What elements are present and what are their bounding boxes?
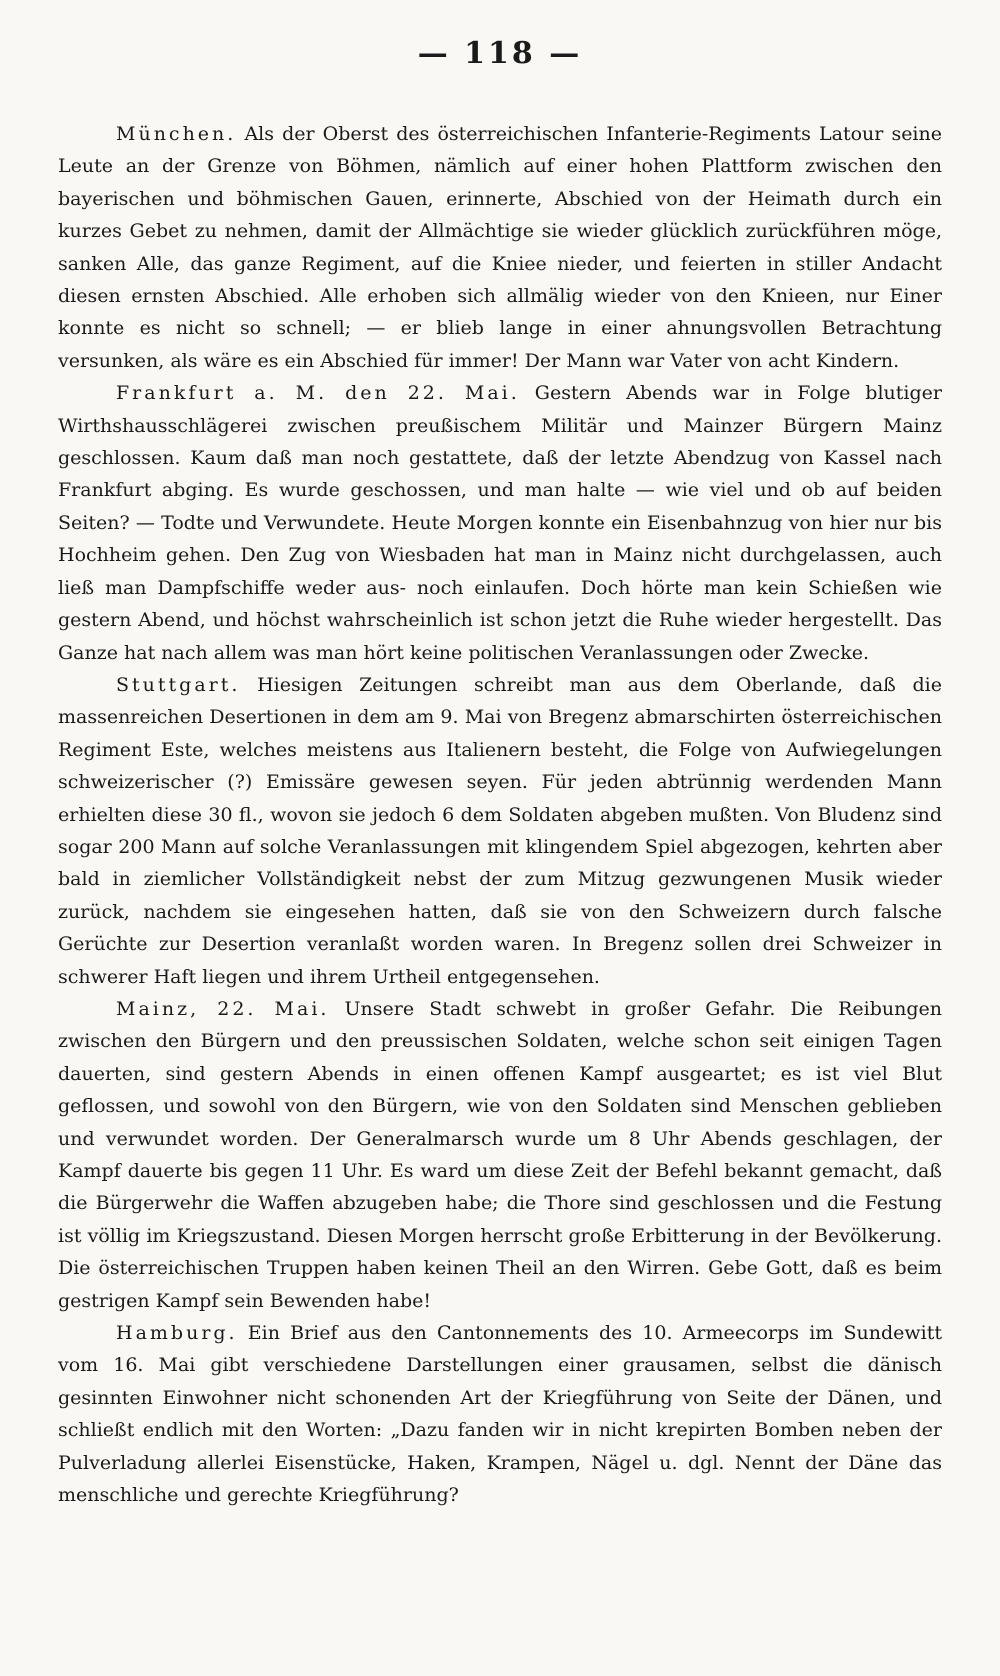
article-dateline: Mainz, 22. Mai. — [116, 997, 330, 1020]
article-frankfurt — [58, 377, 942, 669]
article-dateline: Stuttgart. — [116, 673, 241, 696]
article-hamburg — [58, 1317, 942, 1511]
article-text: Gestern Abends war in Folge blutiger Wirthshausschlägerei zwischen preußischem Militär und Mainzer Bürgern Mainz geschlossen. Kaum daß man noch gestattete, daß der letzte Abendzug von Kassel nach Frankfurt abging. Es wurde geschossen, und man halte — wie viel und ob auf beiden Seiten? — Todte und Verwundete. Heute Morgen konnte ein Eisenbahnzug von hier nur bis Hochheim gehen. Den Zug von Wiesbaden hat man in Mainz nicht durchgelassen, auch ließ man Dampfschiffe weder aus- noch einlaufen. Doch hörte man kein Schießen wie gestern Abend, und höchst wahrscheinlich ist schon jetzt die Ruhe wieder hergestellt. Das Ganze hat nach allem was man hört keine politischen Veranlassungen oder Zwecke. — [58, 382, 942, 664]
article-dateline: Hamburg. — [116, 1322, 238, 1345]
article-mainz — [58, 993, 942, 1317]
article-muenchen — [58, 118, 942, 377]
article-text: Unsere Stadt schwebt in großer Gefahr. Die Reibungen zwischen den Bürgern und den preussischen Soldaten, welche schon seit einigen Tagen dauerten, sind gestern Abends in einen offenen Kampf ausgeartet; es ist viel Blut geflossen, und sowohl von den Bürgern, wie von den Soldaten sind Menschen geblieben und verwundet worden. Der Generalmarsch wurde um 8 Uhr Abends geschlagen, der Kampf dauerte bis gegen 11 Uhr. Es ward um diese Zeit der Befehl bekannt gemacht, daß die Bürgerwehr die Waffen abzugeben habe; die Thore sind geschlossen und die Festung ist völlig im Kriegszustand. Diesen Morgen herrscht große Erbitterung in der Bevölkerung. Die österreichischen Truppen haben keinen Theil an den Wirren. Gebe Gott, daß es beim gestrigen Kampf sein Bewenden habe! — [58, 997, 942, 1312]
page-number: — 118 — — [417, 36, 583, 71]
article-text: Hiesigen Zeitungen schreibt man aus dem Oberlande, daß die massenreichen Desertionen in dem am 9. Mai von Bregenz abmarschirten österreichischen Regiment Este, welches meistens aus Italienern besteht, die Folge von Aufwiegelungen schweizerischer (?) Emissäre gewesen seyen. Für jeden abtrünnig werdenden Mann erhielten diese 30 fl., wovon sie jedoch 6 dem Soldaten abgeben mußten. Von Bludenz sind sogar 200 Mann auf solche Veranlassungen mit klingendem Spiel abgezogen, kehrten aber bald in ziemlicher Vollständigkeit nebst der zum Mitzug gezwungenen Musik wieder zurück, nachdem sie eingesehen hatten, daß sie von den Schweizern durch falsche Gerüchte zur Desertion veranlaßt worden waren. In Bregenz sollen drei Schweizer in schwerer Haft liegen und ihrem Urtheil entgegensehen. — [58, 673, 942, 988]
article-stuttgart — [58, 669, 942, 993]
article-dateline: München. — [116, 123, 237, 145]
article-text: Als der Oberst des österreichischen Infanterie-Regiments Latour seine Leute an der Grenze von Böhmen, nämlich auf einer hohen Plattform zwischen den bayerischen und böhmischen Gauen, erinnerte, Abschied von der Heimath durch ein kurzes Gebet zu nehmen, damit der Allmächtige sie wieder glücklich zurückführen möge, sanken Alle, das ganze Regiment, auf die Kniee nieder, und feierten in stiller Andacht diesen ernsten Abschied. Alle erhoben sich allmälig wieder von den Knieen, nur Einer konnte es nicht so schnell; — er blieb lange in einer ahnungsvollen Betrachtung versunken, als wäre es ein Abschied für immer! Der Mann war Vater von acht Kindern. — [58, 123, 942, 372]
article-dateline: Frankfurt a. M. den 22. Mai. — [116, 382, 520, 405]
article-text: Ein Brief aus den Cantonnements des 10. Armeecorps im Sundewitt vom 16. Mai gibt verschiedene Darstellungen einer grausamen, selbst die dänisch gesinnten Einwohner nicht schonenden Art der Kriegführung von Seite der Dänen, und schließt endlich mit den Worten: „Dazu fanden wir in nicht krepirten Bomben neben der Pulverladung allerlei Eisenstücke, Haken, Krampen, Nägel u. dgl. Nennt der Däne das menschliche und gerechte Kriegführung? — [58, 1322, 942, 1507]
